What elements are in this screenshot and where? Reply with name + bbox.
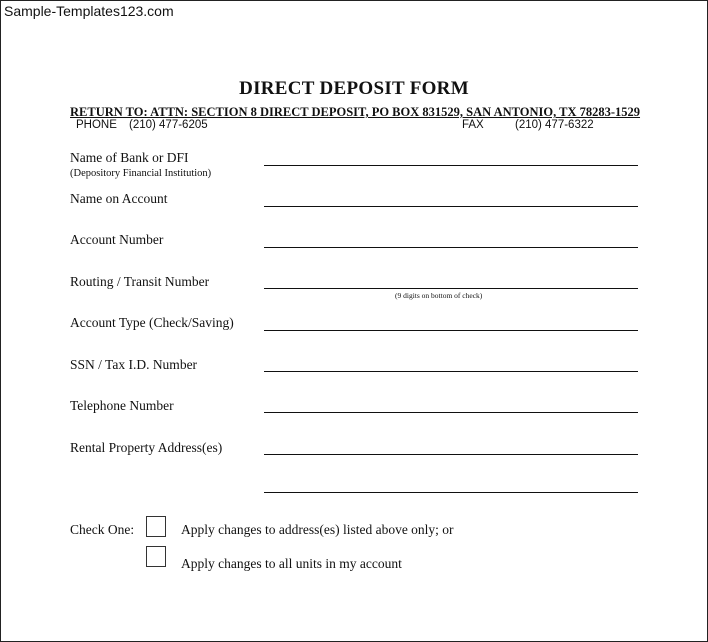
account-number-label: Account Number xyxy=(70,232,164,247)
option-1-label: Apply changes to address(es) listed above only; or xyxy=(181,522,454,537)
name-on-account-field[interactable] xyxy=(264,206,638,207)
ssn-label: SSN / Tax I.D. Number xyxy=(70,357,198,372)
name-on-account-label: Name on Account xyxy=(70,191,168,206)
option-2-label: Apply changes to all units in my account xyxy=(181,556,402,571)
account-type-field[interactable] xyxy=(264,330,638,331)
routing-hint: (9 digits on bottom of check) xyxy=(395,291,483,300)
account-number-field[interactable] xyxy=(264,247,638,248)
bank-name-field[interactable] xyxy=(264,165,638,166)
fax-label: FAX xyxy=(462,119,484,131)
phone-label: PHONE xyxy=(76,119,117,131)
form-title: DIRECT DEPOSIT FORM xyxy=(239,78,469,99)
telephone-field[interactable] xyxy=(264,412,638,413)
fax-value: (210) 477-6322 xyxy=(515,119,594,131)
rental-address-label: Rental Property Address(es) xyxy=(70,440,223,455)
rental-address-field-1[interactable] xyxy=(264,454,638,455)
return-to-address: RETURN TO: ATTN: SECTION 8 DIRECT DEPOSIT, PO BOX 831529, SAN ANTONIO, TX 78283-1529 xyxy=(70,105,641,119)
option-1-checkbox[interactable] xyxy=(146,516,166,537)
bank-name-sublabel: (Depository Financial Institution) xyxy=(70,168,212,179)
phone-value: (210) 477-6205 xyxy=(129,119,208,131)
watermark: Sample-Templates123.com xyxy=(4,3,174,19)
routing-number-label: Routing / Transit Number xyxy=(70,274,210,289)
account-type-label: Account Type (Check/Saving) xyxy=(70,315,234,330)
routing-number-field[interactable] xyxy=(264,288,638,289)
check-one-label: Check One: xyxy=(70,522,135,537)
bank-name-label: Name of Bank or DFI xyxy=(70,150,189,165)
telephone-label: Telephone Number xyxy=(70,398,174,413)
ssn-field[interactable] xyxy=(264,371,638,372)
option-2-checkbox[interactable] xyxy=(146,546,166,567)
rental-address-field-2[interactable] xyxy=(264,492,638,493)
